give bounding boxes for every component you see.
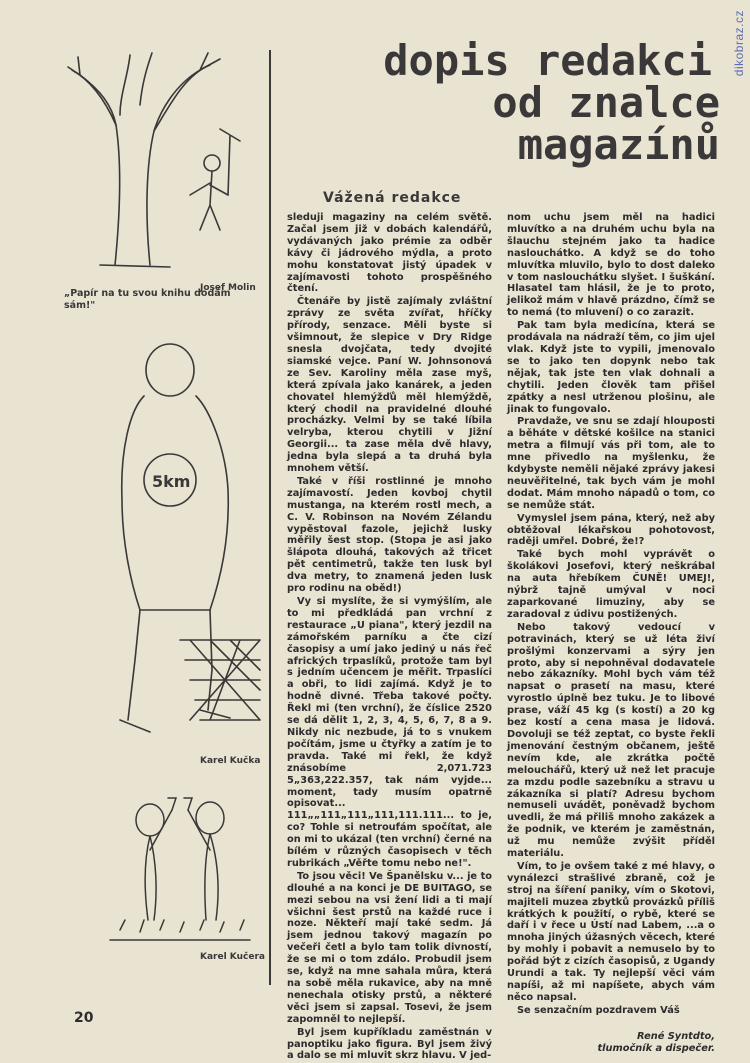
paragraph: To jsou věci! Ve Španělsku v... je to dlouhé a na konci je DE BUITAGO, se mezi sebou na vsi žení lidi a ti mají všichni šest prstů na každé ruce i noze. Někteří mají také sedm. Já jsem jednou takový magazín po večeři četl a bylo tam tolik divností, že se mi o tom zdálo. Probudil jsem se, když na mne sahala můra, která na sobě měla rukavice, aby na mně nenechala otisky prstů, a některé věci jsem si zapsal. Tosevi, že jsem zapomněl to nejlepší. <box>287 870 492 1025</box>
sign-5km: 5km <box>152 472 191 491</box>
caption-molin: Josef Molin <box>200 283 256 293</box>
paragraph: Vymyslel jsem pána, který, než aby obtěžoval lékařskou pohotovost, raději umřel. Dobré, že!? <box>507 512 715 548</box>
page-number: 20 <box>74 1010 94 1026</box>
column-divider <box>269 50 271 985</box>
caption-kucka: Karel Kučka <box>200 756 261 766</box>
illustration-toast <box>100 780 260 950</box>
paragraph: Čtenáře by jistě zajímaly zvláštní zprávy ze světa zvířat, hříčky přírody, senzace. Měli byste si všimnout, že slepice v Dry Ridge snesla dvojčata, tedy dvojité siamské vejce. Paní W. Johnsonová ze Sev. Karoliny měla zase myš, která zpívala jako kanárek, a jeden chovatel hlemýžďů měl hlemýždě, který chodil na pravidelné dlouhé procházky. Velmi by se také líbila velryba, kterou chytili v Jižní Georgii... ta zase měla dvě hlavy, jedna byla slepá a ta druhá byla mnohem větší. <box>287 296 492 475</box>
article-title <box>290 36 720 169</box>
paragraph: Nebo takový vedoucí v potravinách, který se už léta živí prošlými konzervami a sýry jen proto, aby si nepohněval dodavatele nebo zákazníky. Mohl bych vám též napsat o prasetí na masu, které vyrostlo úplně bez tuku. Je to libové prase, váží 45 kg (s kostí) a 20 kg bez kostí a cena masa je lidová. Dovoluji se též zeptat, co byste řekli jmenování čestným občanem, ještě nevím kde, ale zkrátka počtě melouchářů, který už než let pracuje za mzdu podle sazebníku a stravu u zákazníka si platí? Adresu bychom nemuseli uvádět, poněvadž bychom uvedli, že má přiliš mnoho zakázek a že podnik, ve kterém je zaměstnán, už mu nemůže zvýšit příděl materiálu. <box>507 621 715 860</box>
paragraph: Vy si myslíte, že si vymýšlím, ale to mi předkládá pan vrchní z restaurace „U piana", který jezdil na zámořském parníku a čte cizí časopisy a umí jako jediný u nás řeč afrických trpaslíků, protože tam byl s jedním učencem je měřit. Trpaslíci a obři, to lidi zajímá. Když je to hodně divné. Třeba takové počty. Řekl mi (ten vrchní), že číslice 2520 se dá dělit 1, 2, 3, 4, 5, 6, 7, 8 a 9. Nikdy nic nezbude, já to s vnukem počítám, jsme u čtyřky a zatím je to pravda. Také mi řekl, že když znásobíme 2,071.723 5„363,222.357, tak nám vyjde... moment, tady musím opatrně opisovat... 111„„111„111„111,111.111... to je, co? Tohle si netroufám spočítat, ale on mi to ukázal (ten vrchní) černé na bílém v různých časopisech v těch rubrikách „Věřte tomu nebo ne!". <box>287 596 492 869</box>
paragraph: Pravdaže, ve snu se zdají hlouposti a běháte v dětské košilce na stanici metra a filmují vás při tom, ale to mne přivedlo na myšlenku, že kdybyste neměli nějaké zprávy jakesi neuvěřitelné, tak bych vám je mohl dodat. Mám mnoho nápadů o tom, co se nemůže stát. <box>507 416 715 511</box>
signature-role: tlumočník a dispečer. <box>597 1042 715 1054</box>
illustration-tree-chopper <box>60 45 260 280</box>
paragraph: Vím, to je ovšem také z mé hlavy, o vynálezci strašlivé zbraně, což je stroj na šíření paniky, vím o Skotovi, majiteli muzea zbytků provázků příliš krátkých k použití, o rybě, které se daří i v řece u Ústí nad Labem, ...a o mnoha jiných úžasných věcech, které by mohly i pobavit a nemuselo by to pořád být z cizích časopisů, z Ugandy Urundi a tak. Ty nejlepší věci vám napíši, až mi napíšete, abych vám něco napsal. <box>507 860 715 1003</box>
paragraph: Také v říši rostlinné je mnoho zajímavostí. Jeden kovboj chytil mustanga, na kterém rostl mech, a C. V. Robinson na Novém Zélandu vypěstoval fazole, jejichž lusky měřily šest stop. (Stopa je asi jako šlápota dlouhá, takových až třicet pět centimetrů, takže ten lusk byl dva metry, to znamená jeden lusk pro rodinu na oběd!) <box>287 475 492 595</box>
caption-kucera: Karel Kučera <box>200 952 265 962</box>
signature <box>507 1031 715 1055</box>
paragraph: Také bych mohl vyprávět o školákovi Josefovi, který neškrábal na auta hřebíkem ČUNĚ! UMEJ!, nýbrž tajně umýval v noci zaparkované limuziny, aby se zaradoval z údivu postižených. <box>507 549 715 620</box>
paragraph: Se senzačním pozdravem Váš <box>517 1004 680 1016</box>
salutation: Vážená redakce <box>323 190 462 206</box>
paragraph: Byl jsem kupříkladu zaměstnán v panoptiku jako figura. Byl jsem živý a dalo se mi mluvit skrz hlavu. V jed- <box>287 1026 492 1062</box>
text-column-1 <box>287 212 492 1063</box>
watermark: dikobraz.cz <box>732 10 746 77</box>
illustration-runner <box>60 340 265 750</box>
paragraph: nom uchu jsem měl na hadici mluvítko a na druhém uchu byla na šlauchu stejném jako ta hadice naslouchátko. A když se do toho mluvítka mluvilo, bylo to dost daleko v tom naslouchátku slyšet. I šuškání. Hlasatel tam hlásil, že je to proto, jelikož mám v hlavě prázdno, čímž se to nemá (to mluvení) o co zarazit. <box>507 212 715 319</box>
paragraph: sleduji magaziny na celém světě. Začal jsem již v dobách kalendářů, vydávaných jako prémie za odběr kávy či jádrového mýdla, a proto mohu konstatovat jistý úpadek v zajímavosti tohoto prospěšného čtení. <box>287 212 492 295</box>
signature-name: René Syntdto, <box>637 1030 715 1042</box>
title-line-1: dopis redakci <box>383 36 712 85</box>
paragraph: Pak tam byla medicína, která se prodávala na nádraží těm, co jim ujel vlak. Když jste to vypili, jmenovalo se to jako ten dopynk nebo tak nějak, tak jste ten vlak dohnali a chytili. Jeden člověk tam přišel zpátky a nesl utrženou plošinu, ale jinak to fungovalo. <box>507 320 715 415</box>
text-column-2 <box>507 212 715 1055</box>
title-line-2: od znalce <box>492 78 720 127</box>
illustration-quote: „Papír na tu svou knihu dodám sám!" <box>64 288 231 311</box>
title-line-3: magazínů <box>517 120 720 169</box>
